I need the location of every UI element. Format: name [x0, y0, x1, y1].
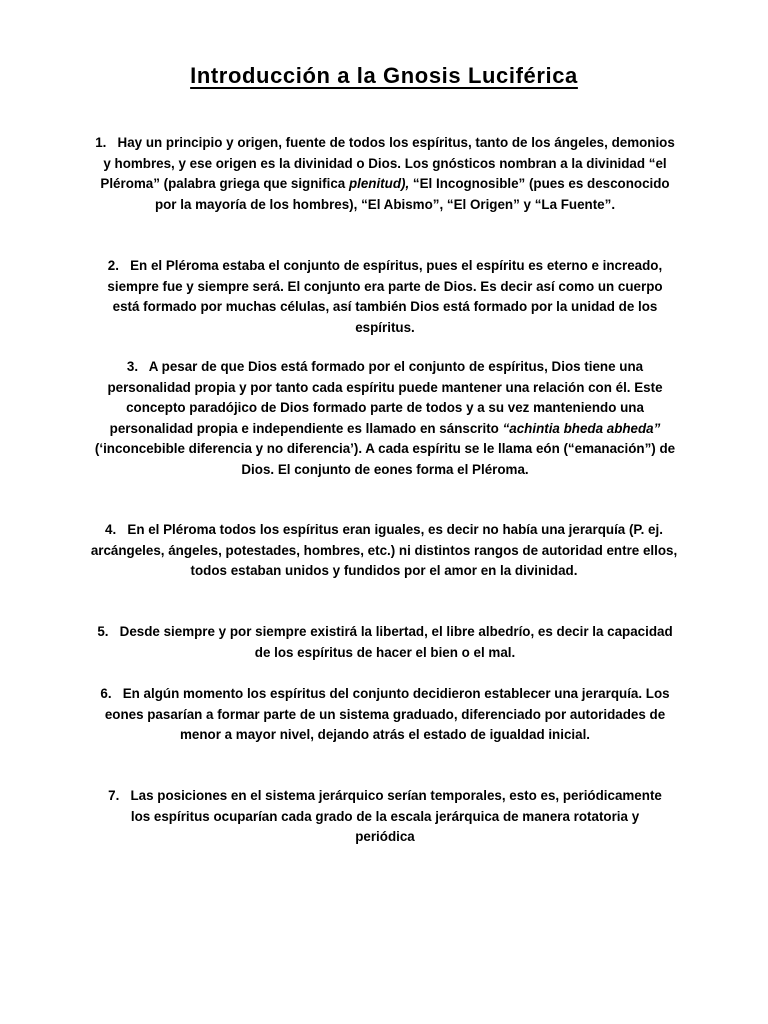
paragraph-number: 1. — [95, 135, 107, 150]
numbered-paragraph — [90, 622, 680, 663]
paragraph-text: Las posiciones en el sistema jerárquico serían temporales, esto es, periódicamente los espíritus ocuparían cada grado de la escala jerárquica de manera rotatoria y periódica — [130, 788, 662, 845]
paragraph-text: A pesar de que Dios está formado por el conjunto de espíritus, Dios tiene una personalidad propia y por tanto cada espíritu puede mantener una relación con él. Este concepto paradójico de Dios formado parte de todos y a su vez manteniendo una personalidad propia e independiente es llamado en sánscrito — [107, 359, 663, 436]
numbered-paragraph — [84, 520, 684, 582]
numbered-paragraph — [100, 786, 670, 848]
paragraph-text: En algún momento los espíritus del conjunto decidieron establecer una jerarquía. Los eones pasarían a formar parte de un sistema graduado, diferenciado por autoridades de menor a mayor nivel, dejando atrás el estado de igualdad inicial. — [104, 686, 670, 743]
paragraph-number: 4. — [105, 522, 117, 537]
paragraph-text: “El Incognosible” (pues es desconocido por la mayoría de los hombres), “El Abismo”, “El Origen” y “La Fuente”. — [154, 176, 670, 212]
paragraph-number: 6. — [100, 686, 112, 701]
paragraph-number: 5. — [97, 624, 109, 639]
numbered-paragraph — [90, 357, 680, 481]
numbered-paragraph — [96, 256, 674, 338]
numbered-paragraph — [100, 684, 670, 746]
paragraph-number: 7. — [108, 788, 120, 803]
paragraph-text-italic: “achintia bheda abheda” — [502, 420, 661, 436]
paragraph-number: 2. — [107, 258, 119, 273]
paragraph-text-italic: plenitud), — [348, 176, 410, 192]
numbered-paragraph — [90, 133, 680, 215]
document-title: Introducción a la Gnosis Luciférica — [190, 63, 578, 88]
paragraph-text: (‘inconcebible diferencia y no diferencia’). A cada espíritu se le llama eón (“emanación”) de Dios. El conjunto de eones forma el Pléroma. — [94, 441, 676, 477]
paragraph-number: 3. — [126, 359, 139, 374]
paragraph-text: Hay un principio y origen, fuente de todos los espíritus, tanto de los ángeles, demonios y hombres, y ese origen es la divinidad o Dios. Los gnósticos nombran a la divinidad “el Pléroma” (palabra griega que significa — [100, 135, 675, 192]
paragraph-text: En el Pléroma estaba el conjunto de espíritus, pues el espíritu es eterno e increado, siempre fue y siempre será. El conjunto era parte de Dios. Es decir así como un cuerpo está formado por muchas células, así también Dios está formado por la unidad de los espíritus. — [107, 258, 663, 335]
paragraph-text: En el Pléroma todos los espíritus eran iguales, es decir no había una jerarquía (P. ej. arcángeles, ángeles, potestades, hombres, etc.) ni distintos rangos de autoridad entre ellos, todos estaban unidos y fundidos por el amor en la divinidad. — [90, 522, 678, 579]
paragraph-text: Desde siempre y por siempre existirá la libertad, el libre albedrío, es decir la capacidad de los espíritus de hacer el bien o el mal. — [119, 624, 673, 660]
